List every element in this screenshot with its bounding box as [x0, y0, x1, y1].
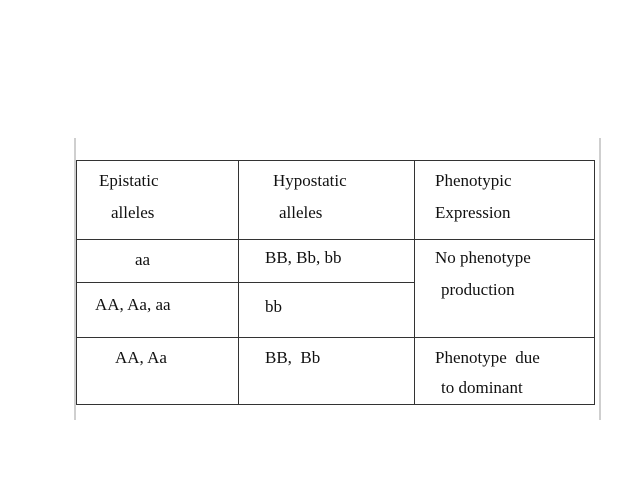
header-phenotypic-line2: Expression: [435, 203, 511, 222]
slide-frame-right-edge: [599, 138, 601, 420]
header-hypostatic-line2: alleles: [279, 203, 323, 222]
cell-hypostatic-text: BB, Bb: [265, 348, 321, 367]
cell-phenotype: [415, 338, 595, 405]
epistasis-table: [76, 160, 595, 405]
cell-epistatic-text: AA, Aa, aa: [95, 295, 171, 314]
header-hypostatic-alleles: [239, 161, 415, 240]
cell-epistatic: [77, 283, 239, 338]
header-phenotypic-expression: [415, 161, 595, 240]
cell-phenotype-line1: Phenotype due: [435, 348, 540, 367]
cell-epistatic: [77, 338, 239, 405]
header-hypostatic-line1: Hypostatic: [273, 171, 347, 190]
cell-hypostatic: [239, 283, 415, 338]
header-epistatic-line1: Epistatic: [99, 171, 159, 190]
header-phenotypic-line1: Phenotypic: [435, 171, 512, 190]
cell-phenotype-line1: No phenotype: [435, 248, 531, 267]
cell-phenotype-line2: to dominant: [441, 378, 523, 397]
cell-hypostatic: [239, 338, 415, 405]
header-epistatic-alleles: [77, 161, 239, 240]
cell-hypostatic: [239, 240, 415, 283]
cell-phenotype-merged: [415, 240, 595, 338]
table-header-row: [77, 161, 595, 240]
cell-phenotype-line2: production: [441, 280, 515, 299]
cell-hypostatic-text: BB, Bb, bb: [265, 248, 342, 267]
header-epistatic-line2: alleles: [111, 203, 155, 222]
cell-epistatic: [77, 240, 239, 283]
cell-epistatic-text: AA, Aa: [115, 348, 167, 367]
cell-epistatic-text: aa: [135, 250, 151, 269]
table-row: [77, 240, 595, 283]
cell-hypostatic-text: bb: [265, 297, 282, 316]
table-row: [77, 338, 595, 405]
